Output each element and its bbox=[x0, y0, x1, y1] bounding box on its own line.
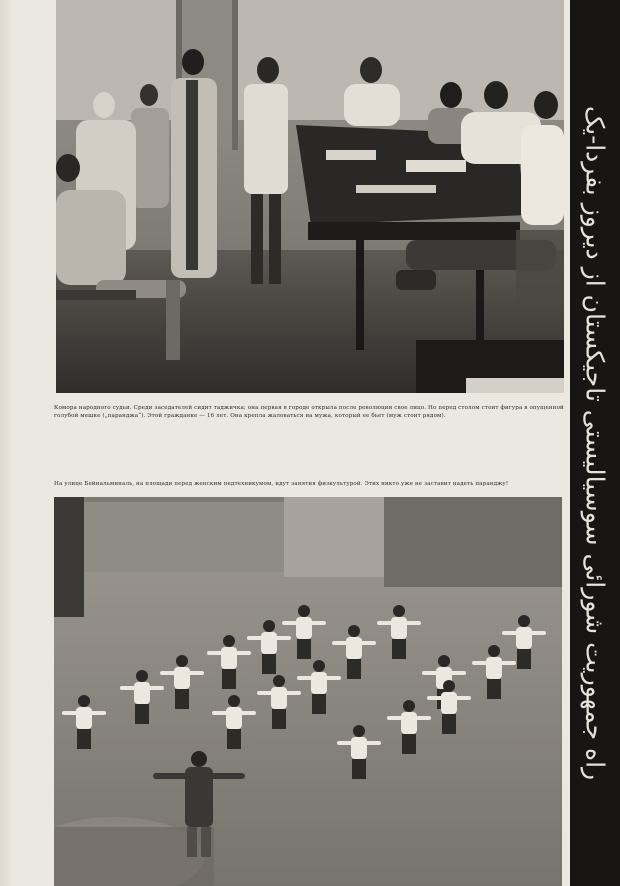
vertical-persian-title: راه جمهوریت شورائی سوسیالیستی تاجیکستان از دیروز بفردا-یک bbox=[580, 105, 610, 781]
gymnastics-photo-caption: На улице Бейнальминаль, на площади перед женским педтехникумом, идут занятия физкультурой. Этих никто уже не заставит надеть паранджу! bbox=[54, 481, 509, 487]
court-photo-caption: Комора народного судьи. Среди заседателей сидит таджичка; она первая в городе открыла после революции свое лицо. Но перед столом стоит фигура в опущенной голубой мешке („паранджа“). Этой гражданке — 16 лет. Она крепла жаловаться на мужа, который ее бьет (муж стоит рядом). bbox=[54, 405, 564, 419]
gymnastics-photo bbox=[54, 497, 562, 886]
court-room-photo bbox=[56, 0, 564, 393]
paper-edge bbox=[0, 0, 14, 886]
